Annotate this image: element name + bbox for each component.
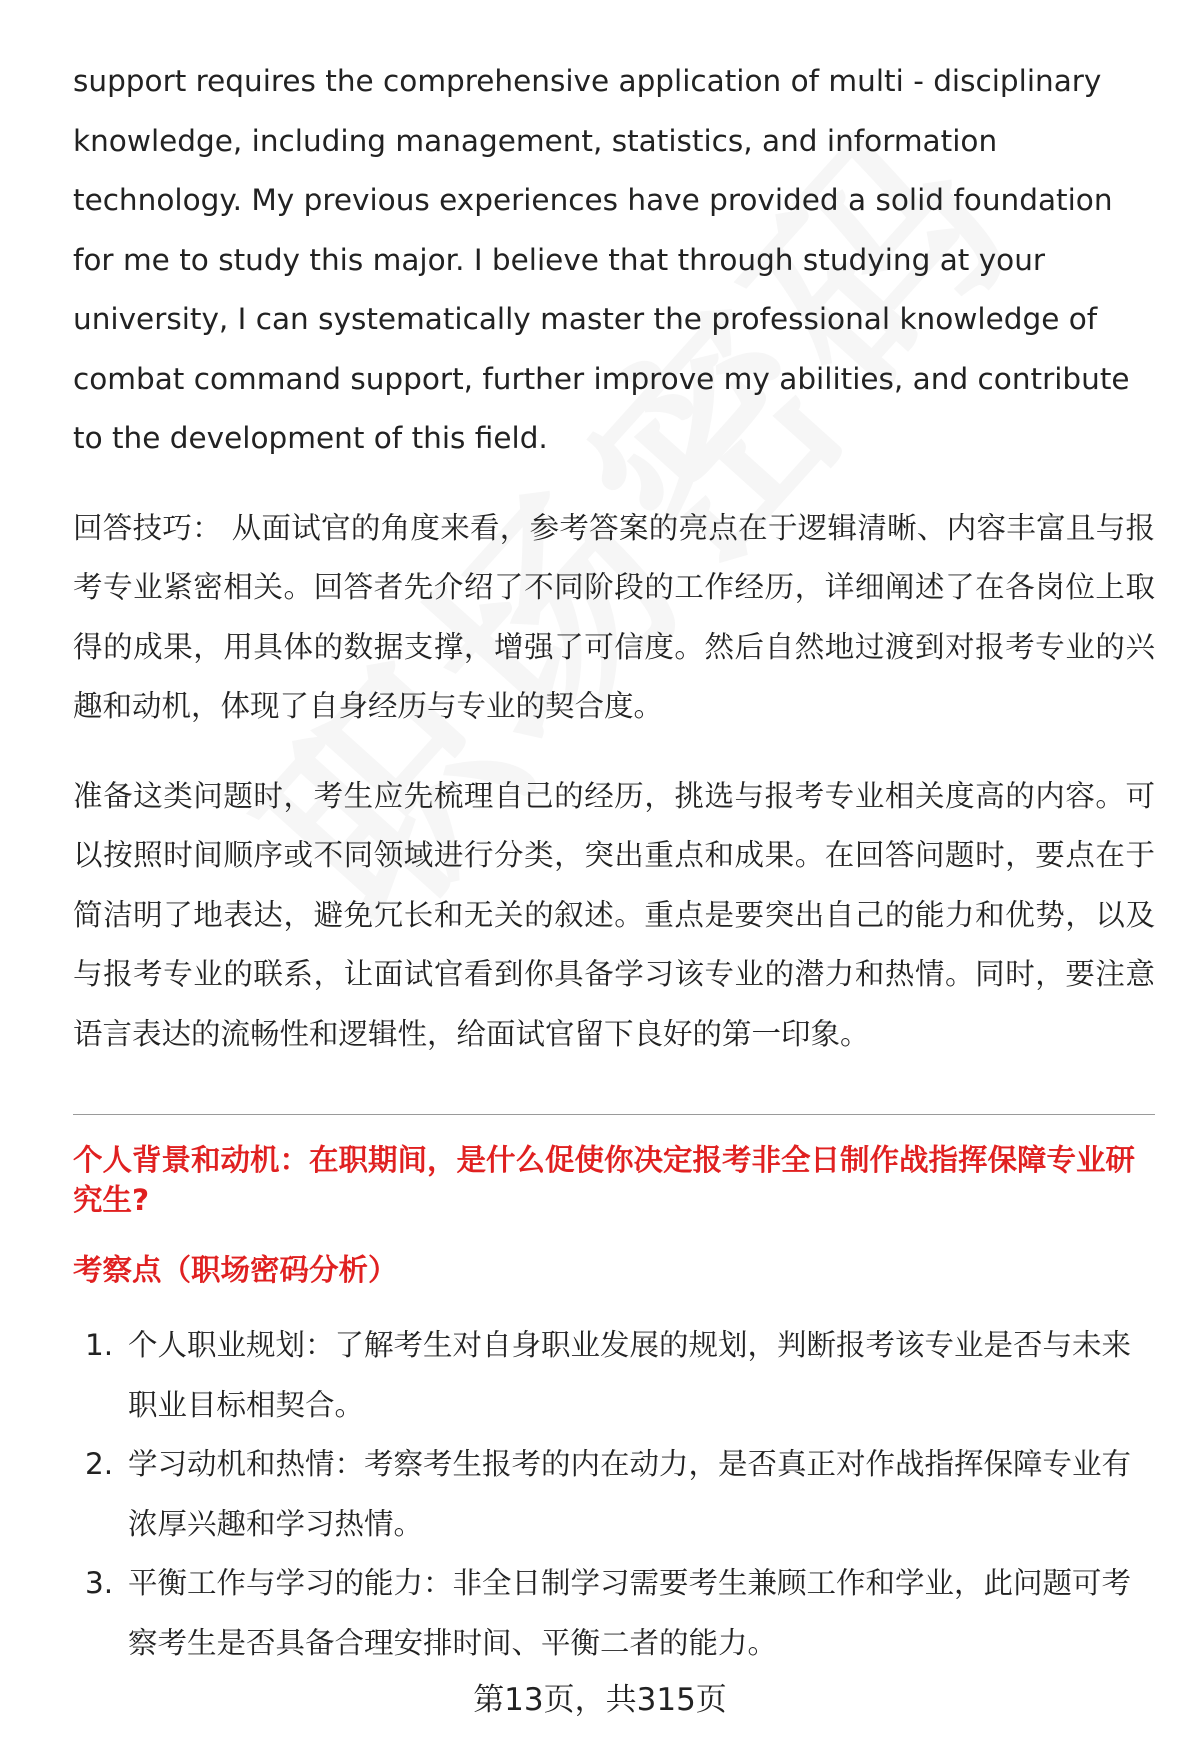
list-item-text: 平衡工作与学习的能力：非全日制学习需要考生兼顾工作和学业，此问题可考察考生是否具备合理安排时间、平衡二者的能力。 [128, 1566, 1132, 1660]
list-item-text: 学习动机和热情：考察考生报考的内在动力，是否真正对作战指挥保障专业有浓厚兴趣和学习热情。 [128, 1447, 1132, 1541]
answer-tips-paragraph: 回答技巧： 从面试官的角度来看，参考答案的亮点在于逻辑清晰、内容丰富且与报考专业紧密相关。回答者先介绍了不同阶段的工作经历，详细阐述了在各岗位上取得的成果，用具体的数据支撑，增强了可信度。然后自然地过渡到对报考专业的兴趣和动机，体现了自身经历与专业的契合度。 [73, 510, 1155, 723]
list-item-number: 3. [85, 1566, 114, 1600]
section-divider [73, 1114, 1155, 1115]
list-item-number: 2. [85, 1447, 114, 1481]
list-item [73, 1435, 1155, 1554]
assessment-points-heading: 考察点（职场密码分析） [73, 1253, 398, 1287]
list-item-text: 个人职业规划：了解考生对自身职业发展的规划，判断报考该专业是否与未来职业目标相契合。 [128, 1328, 1132, 1422]
document-page [73, 52, 1155, 1673]
preparation-paragraph: 准备这类问题时，考生应先梳理自己的经历，挑选与报考专业相关度高的内容。可以按照时间顺序或不同领域进行分类，突出重点和成果。在回答问题时，要点在于简洁明了地表达，避免冗长和无关的叙述。重点是要突出自己的能力和优势，以及与报考专业的联系，让面试官看到你具备学习该专业的潜力和热情。同时，要注意语言表达的流畅性和逻辑性，给面试官留下良好的第一印象。 [73, 778, 1155, 1051]
list-item [73, 1316, 1155, 1435]
interview-question-heading: 个人背景和动机：在职期间，是什么促使你决定报考非全日制作战指挥保障专业研究生? [73, 1143, 1136, 1217]
list-item [73, 1554, 1155, 1673]
list-item-number: 1. [85, 1328, 114, 1362]
english-answer-paragraph: support requires the comprehensive application of multi - disciplinary knowledge, including management, statistics, and information technology. My previous experiences have provided a solid foundation for me to study this major. I believe that through studying at your university, I can systematically master the professional knowledge of combat command support, further improve my abilities, and contribute to the development of this field. [73, 64, 1130, 455]
page-number-footer: 第13页，共315页 [473, 1682, 727, 1718]
assessment-points-list [73, 1316, 1155, 1673]
